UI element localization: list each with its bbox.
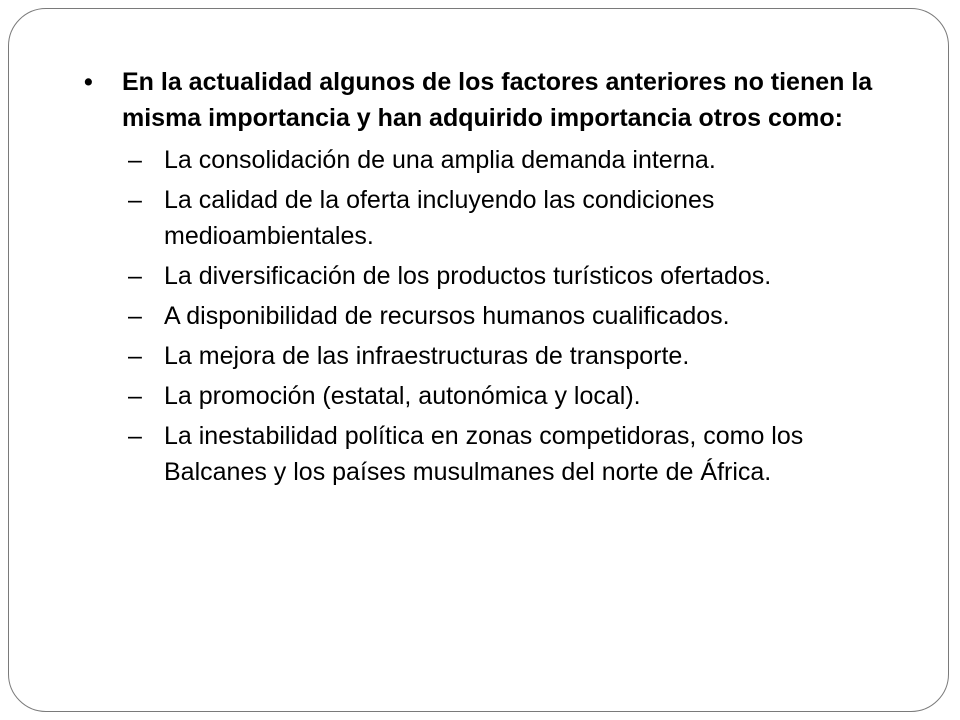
sub-bullet-list [128, 142, 894, 490]
dash-icon: – [128, 262, 142, 290]
dash-icon: – [128, 186, 142, 214]
dash-icon: – [128, 146, 142, 174]
dash-icon: – [128, 382, 142, 410]
sub-bullet-item [128, 182, 894, 254]
sub-bullet-text: La calidad de la oferta incluyendo las condiciones medioambientales. [164, 186, 715, 250]
sub-bullet-text: La mejora de las infraestructuras de transporte. [164, 342, 690, 370]
sub-bullet-item [128, 378, 894, 414]
sub-bullet-text: La consolidación de una amplia demanda interna. [164, 146, 716, 174]
slide-content [84, 64, 894, 494]
sub-bullet-item [128, 142, 894, 178]
sub-bullet-item [128, 298, 894, 334]
sub-bullet-text: La diversificación de los productos turísticos ofertados. [164, 262, 772, 290]
sub-bullet-text: La promoción (estatal, autonómica y local). [164, 382, 641, 410]
sub-bullet-text: La inestabilidad política en zonas competidoras, como los Balcanes y los países musulmanes del norte de África. [164, 422, 804, 486]
sub-bullet-item [128, 418, 894, 490]
main-bullet [84, 64, 894, 136]
dash-icon: – [128, 302, 142, 330]
sub-bullet-item [128, 338, 894, 374]
dash-icon: – [128, 342, 142, 370]
dash-icon: – [128, 422, 142, 450]
sub-bullet-text: A disponibilidad de recursos humanos cualificados. [164, 302, 730, 330]
sub-bullet-item [128, 258, 894, 294]
main-bullet-text: En la actualidad algunos de los factores anteriores no tienen la misma importancia y han adquirido importancia otros como: [122, 68, 873, 132]
bullet-icon: • [84, 68, 93, 96]
